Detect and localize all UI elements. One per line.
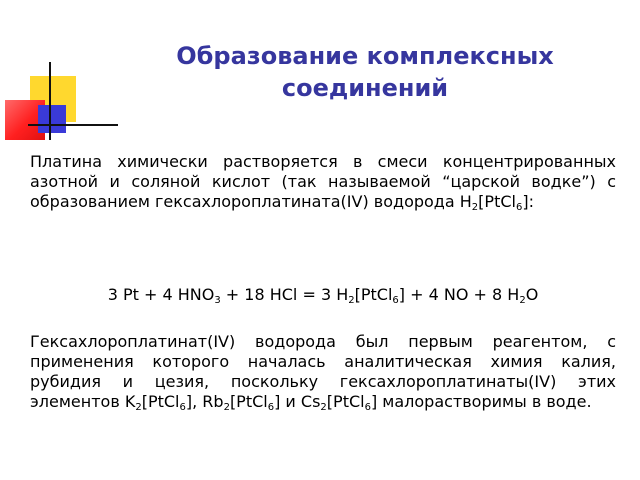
equation-part: 3 Pt + 4 HNO <box>107 285 215 304</box>
equation-part: [PtCl <box>354 285 393 304</box>
equation-part: + 18 HCl = 3 H <box>220 285 349 304</box>
decor-horizontal-line <box>28 124 118 126</box>
subscript: 2 <box>223 402 230 413</box>
decor-vertical-line <box>49 62 51 140</box>
formula-part: [PtCl <box>478 192 516 211</box>
formula-part: ]: <box>522 192 534 211</box>
text-part: ] и Cs <box>274 392 321 411</box>
equation-part: O <box>525 285 539 304</box>
text-part: [PtCl <box>229 392 268 411</box>
text-part: Гексахлороплатинат(IV) водорода был первым реагентом, с применения которого началась аналитическая химия калия, рубидия и цезия, поскольку гексахлороплатинаты(IV) этих элементов K <box>30 332 616 411</box>
slide-title: Образование комплексных соединений <box>176 42 554 102</box>
text-part: ] малорастворимы в воде. <box>370 392 592 411</box>
decor-blue-square <box>38 105 66 133</box>
subscript: 6 <box>267 402 275 413</box>
text-part: ], Rb <box>185 392 224 411</box>
subscript: 2 <box>471 202 479 213</box>
subscript: 2 <box>348 295 355 306</box>
subscript: 2 <box>519 295 526 306</box>
subscript: 2 <box>135 402 142 413</box>
subscript: 6 <box>392 295 399 306</box>
reaction-equation <box>30 285 616 305</box>
paragraph-dissolution-text: Платина химически растворяется в смеси концентрированных азотной и соляной кислот (так называемой “царской водке”) с образованием гексахлороплатината(IV) водорода H <box>30 152 616 211</box>
subscript: 6 <box>179 402 186 413</box>
text-part: [PtCl <box>141 392 180 411</box>
text-part: [PtCl <box>326 392 365 411</box>
equation-part: ] + 4 NO + 8 H <box>398 285 520 304</box>
subscript: 3 <box>214 295 221 306</box>
subscript: 2 <box>320 402 327 413</box>
subscript: 6 <box>364 402 371 413</box>
subscript: 6 <box>515 202 523 213</box>
paragraph-dissolution <box>30 152 616 212</box>
paragraph-analytical-chemistry <box>30 332 616 412</box>
